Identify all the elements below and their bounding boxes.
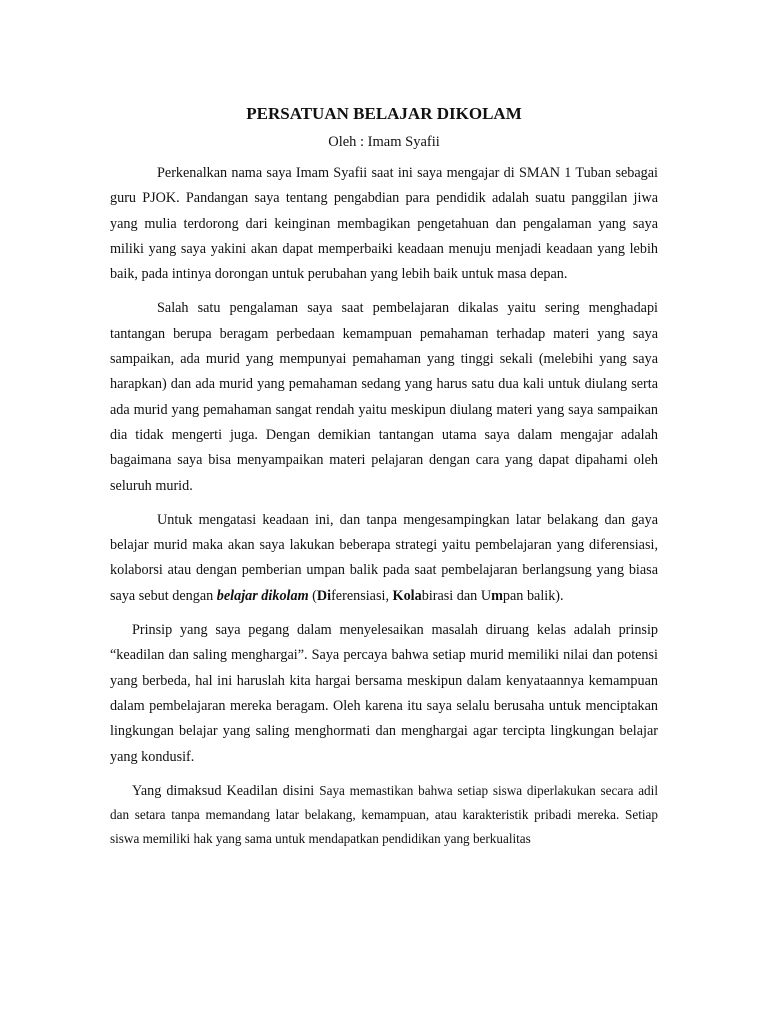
strategy-lead-text: Untuk mengatasi keadaan ini, dan tanpa mengesampingkan latar belakang dan gaya belajar murid maka akan saya lakukan beberapa strategi yaitu pembelajaran yang diferensiasi, kolaborsi atau dengan pemberian umpan balik pada saat pembelajaran berlangsung yang biasa saya sebut dengan [110, 511, 658, 604]
strategy-emphasis: belajar dikolam [216, 587, 309, 604]
acronym-kola-rest: birasi dan U [421, 587, 492, 604]
paragraph-challenge: Salah satu pengalaman saya saat pembelajaran dikalas yaitu sering menghadapi tantangan berupa beragam perbedaan kemampuan pemahaman terhadap materi yang saya sampaikan, ada murid yang mempunyai pemahaman yang tinggi sekali (melebihi yang saya harapkan) dan ada murid yang pemahaman sedang yang harus satu dua kali untuk diulang serta ada murid yang pemahaman sangat rendah yaitu meskipun diulang materi yang saya sampaikan dia tidak mengerti juga. Dengan demikian tantangan utama saya dalam mengajar adalah bagaimana saya bisa menyampaikan materi pelajaran dengan cara yang dapat dipahami oleh seluruh murid. [110, 300, 658, 494]
document-page [110, 103, 658, 851]
paragraph-principle: Prinsip yang saya pegang dalam menyelesaikan masalah diruang kelas adalah prinsip “keadilan dan saling menghargai”. Saya percaya bahwa setiap murid memiliki nilai dan potensi yang berbeda, hal ini haruslah kita hargai bersama meskipun dalam kenyataannya kemampuan dalam pembelajaran mereka beragam. Oleh karena itu saya selalu berusaha untuk menciptakan lingkungan belajar yang saling menghormati dan menghargai agar tercipta lingkungan belajar yang kondusif. [110, 622, 658, 765]
paragraph-introduction: Perkenalkan nama saya Imam Syafii saat ini saya mengajar di SMAN 1 Tuban sebagai guru PJOK. Pandangan saya tentang pengabdian para pendidik adalah suatu panggilan jiwa yang mulia terdorong dari keinginan membagikan pengetahuan dan pengalaman yang saya miliki yang saya yakini akan dapat memperbaiki keadaan menuju menjadi keadaan yang lebih baik, pada intinya dorongan untuk perubahan yang lebih baik untuk masa depan. [110, 165, 658, 283]
paragraph-fairness [110, 779, 658, 851]
fairness-lead-text: Yang dimaksud Keadilan disini [132, 782, 320, 799]
acronym-di-rest: ferensiasi, [331, 587, 393, 604]
acronym-kola: Kola [392, 587, 422, 604]
acronym-m: m [491, 587, 503, 604]
acronym-m-rest: pan balik). [502, 587, 564, 604]
author-line: Oleh : Imam Syafii [328, 134, 440, 150]
fairness-rest-text: Saya memastikan bahwa setiap siswa diperlakukan secara adil dan setara tanpa memandang latar belakang, kemampuan, atau karakteristik pribadi mereka. Setiap siswa memiliki hak yang sama untuk mendapatkan pendidikan yang berkualitas [110, 782, 658, 846]
document-title: PERSATUAN BELAJAR DIKOLAM [246, 104, 522, 123]
strategy-open-paren: ( [308, 587, 317, 604]
acronym-di: Di [316, 587, 332, 604]
paragraph-strategy [110, 508, 658, 609]
